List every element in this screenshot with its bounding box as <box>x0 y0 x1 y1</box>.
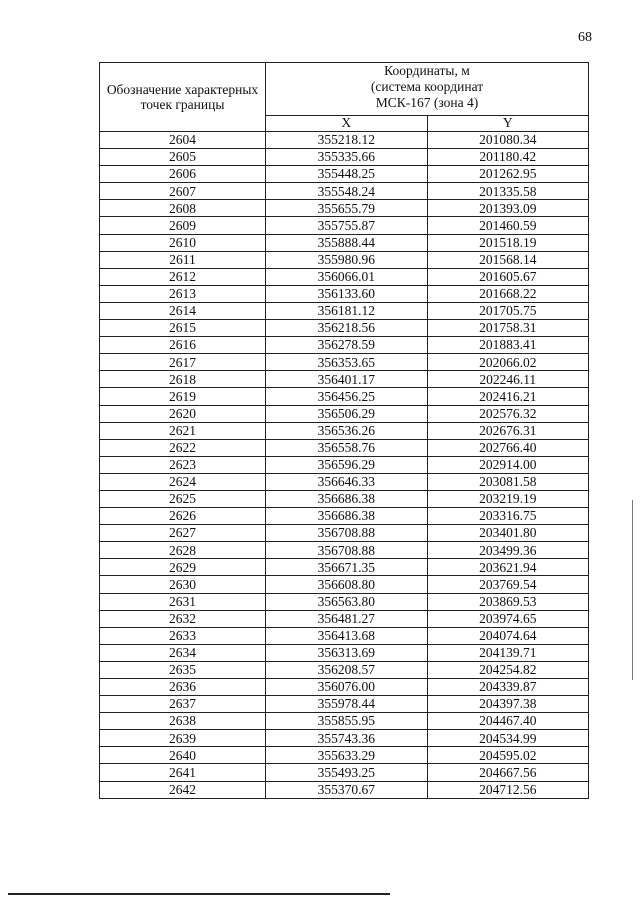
table-row <box>100 200 589 217</box>
point-id-cell: 2614 <box>100 302 266 319</box>
table-row <box>100 217 589 234</box>
y-value-cell: 204467.40 <box>427 713 589 730</box>
x-value-cell: 356671.35 <box>266 559 428 576</box>
y-value-cell: 204667.56 <box>427 764 589 781</box>
table-row <box>100 183 589 200</box>
table-row <box>100 542 589 559</box>
point-id-cell: 2627 <box>100 525 266 542</box>
point-id-cell: 2622 <box>100 439 266 456</box>
y-value-cell: 204712.56 <box>427 781 589 798</box>
table-row <box>100 525 589 542</box>
point-column-header <box>100 63 266 132</box>
table-row <box>100 337 589 354</box>
y-value-cell: 203316.75 <box>427 508 589 525</box>
x-value-cell: 356133.60 <box>266 285 428 302</box>
x-value-cell: 356646.33 <box>266 473 428 490</box>
x-value-cell: 355980.96 <box>266 251 428 268</box>
point-id-cell: 2616 <box>100 337 266 354</box>
point-id-cell: 2642 <box>100 781 266 798</box>
table-row <box>100 251 589 268</box>
point-id-cell: 2610 <box>100 234 266 251</box>
point-id-cell: 2626 <box>100 508 266 525</box>
y-value-cell: 202576.32 <box>427 405 589 422</box>
x-value-cell: 356558.76 <box>266 439 428 456</box>
table-row <box>100 405 589 422</box>
x-value-cell: 356456.25 <box>266 388 428 405</box>
table-row <box>100 576 589 593</box>
table-row <box>100 439 589 456</box>
y-value-cell: 203081.58 <box>427 473 589 490</box>
x-value-cell: 356218.56 <box>266 320 428 337</box>
x-column-header: X <box>266 115 428 131</box>
point-id-cell: 2632 <box>100 610 266 627</box>
table-row <box>100 713 589 730</box>
bottom-rule <box>8 893 390 895</box>
x-value-cell: 356076.00 <box>266 679 428 696</box>
y-value-cell: 201758.31 <box>427 320 589 337</box>
table-row <box>100 456 589 473</box>
x-value-cell: 356563.80 <box>266 593 428 610</box>
point-id-cell: 2615 <box>100 320 266 337</box>
table-row <box>100 268 589 285</box>
table-row <box>100 354 589 371</box>
point-id-cell: 2621 <box>100 422 266 439</box>
x-value-cell: 355743.36 <box>266 730 428 747</box>
x-value-cell: 356066.01 <box>266 268 428 285</box>
point-id-cell: 2640 <box>100 747 266 764</box>
x-value-cell: 355335.66 <box>266 149 428 166</box>
table-row <box>100 302 589 319</box>
x-value-cell: 356481.27 <box>266 610 428 627</box>
x-value-cell: 355655.79 <box>266 200 428 217</box>
point-id-cell: 2606 <box>100 166 266 183</box>
point-id-cell: 2618 <box>100 371 266 388</box>
point-id-cell: 2623 <box>100 456 266 473</box>
x-value-cell: 356506.29 <box>266 405 428 422</box>
y-value-cell: 203219.19 <box>427 490 589 507</box>
x-value-cell: 355855.95 <box>266 713 428 730</box>
y-value-cell: 202766.40 <box>427 439 589 456</box>
y-value-cell: 202914.00 <box>427 456 589 473</box>
table-row <box>100 627 589 644</box>
table-row <box>100 679 589 696</box>
y-value-cell: 201393.09 <box>427 200 589 217</box>
point-id-cell: 2637 <box>100 696 266 713</box>
point-id-cell: 2636 <box>100 679 266 696</box>
y-value-cell: 204595.02 <box>427 747 589 764</box>
x-value-cell: 355755.87 <box>266 217 428 234</box>
y-value-cell: 201705.75 <box>427 302 589 319</box>
table-row <box>100 559 589 576</box>
point-id-cell: 2638 <box>100 713 266 730</box>
table-row <box>100 166 589 183</box>
point-id-cell: 2634 <box>100 644 266 661</box>
point-id-cell: 2633 <box>100 627 266 644</box>
point-id-cell: 2611 <box>100 251 266 268</box>
table-row <box>100 371 589 388</box>
table-row <box>100 593 589 610</box>
table-row <box>100 781 589 798</box>
table-row <box>100 473 589 490</box>
x-value-cell: 356686.38 <box>266 508 428 525</box>
table-row <box>100 696 589 713</box>
table-row <box>100 730 589 747</box>
x-value-cell: 356413.68 <box>266 627 428 644</box>
y-value-cell: 202416.21 <box>427 388 589 405</box>
y-value-cell: 204397.38 <box>427 696 589 713</box>
table-row <box>100 490 589 507</box>
y-value-cell: 201460.59 <box>427 217 589 234</box>
point-id-cell: 2631 <box>100 593 266 610</box>
point-column-label: Обозначение характерных точек границы <box>106 82 259 112</box>
x-value-cell: 355633.29 <box>266 747 428 764</box>
point-id-cell: 2612 <box>100 268 266 285</box>
x-value-cell: 356608.80 <box>266 576 428 593</box>
x-value-cell: 356596.29 <box>266 456 428 473</box>
point-id-cell: 2617 <box>100 354 266 371</box>
x-value-cell: 356401.17 <box>266 371 428 388</box>
x-value-cell: 356353.65 <box>266 354 428 371</box>
point-id-cell: 2641 <box>100 764 266 781</box>
x-value-cell: 356686.38 <box>266 490 428 507</box>
y-value-cell: 202676.31 <box>427 422 589 439</box>
x-value-cell: 355493.25 <box>266 764 428 781</box>
x-value-cell: 355370.67 <box>266 781 428 798</box>
margin-mark <box>632 500 633 680</box>
x-value-cell: 356278.59 <box>266 337 428 354</box>
x-value-cell: 356208.57 <box>266 661 428 678</box>
point-id-cell: 2609 <box>100 217 266 234</box>
y-value-cell: 201080.34 <box>427 132 589 149</box>
point-id-cell: 2607 <box>100 183 266 200</box>
point-id-cell: 2604 <box>100 132 266 149</box>
y-value-cell: 201568.14 <box>427 251 589 268</box>
point-id-cell: 2620 <box>100 405 266 422</box>
header-row-top <box>100 63 589 116</box>
y-value-cell: 204534.99 <box>427 730 589 747</box>
point-id-cell: 2619 <box>100 388 266 405</box>
coordinates-column-header <box>266 63 589 116</box>
table-row <box>100 320 589 337</box>
point-id-cell: 2605 <box>100 149 266 166</box>
page-number: 68 <box>578 30 592 45</box>
y-value-cell: 203499.36 <box>427 542 589 559</box>
point-id-cell: 2608 <box>100 200 266 217</box>
y-value-cell: 201883.41 <box>427 337 589 354</box>
x-value-cell: 356181.12 <box>266 302 428 319</box>
table-row <box>100 644 589 661</box>
point-id-cell: 2625 <box>100 490 266 507</box>
y-value-cell: 203869.53 <box>427 593 589 610</box>
y-value-cell: 201335.58 <box>427 183 589 200</box>
y-value-cell: 201668.22 <box>427 285 589 302</box>
x-value-cell: 355888.44 <box>266 234 428 251</box>
y-value-cell: 204339.87 <box>427 679 589 696</box>
point-id-cell: 2639 <box>100 730 266 747</box>
y-value-cell: 202066.02 <box>427 354 589 371</box>
x-value-cell: 356313.69 <box>266 644 428 661</box>
table-row <box>100 388 589 405</box>
table-row <box>100 149 589 166</box>
x-value-cell: 355218.12 <box>266 132 428 149</box>
point-id-cell: 2635 <box>100 661 266 678</box>
x-value-cell: 356536.26 <box>266 422 428 439</box>
y-value-cell: 201262.95 <box>427 166 589 183</box>
y-value-cell: 203621.94 <box>427 559 589 576</box>
point-id-cell: 2630 <box>100 576 266 593</box>
coordinates-title-line1: Координаты, м <box>384 63 470 78</box>
table-row <box>100 234 589 251</box>
coordinates-title-line2: (система координат <box>370 79 484 94</box>
table-row <box>100 132 589 149</box>
x-value-cell: 355978.44 <box>266 696 428 713</box>
y-value-cell: 201180.42 <box>427 149 589 166</box>
table-body <box>100 132 589 799</box>
point-id-cell: 2624 <box>100 473 266 490</box>
table-row <box>100 661 589 678</box>
table-row <box>100 747 589 764</box>
point-id-cell: 2629 <box>100 559 266 576</box>
y-column-header: Y <box>427 115 589 131</box>
y-value-cell: 203974.65 <box>427 610 589 627</box>
table-row <box>100 422 589 439</box>
y-value-cell: 204254.82 <box>427 661 589 678</box>
y-value-cell: 203401.80 <box>427 525 589 542</box>
table-row <box>100 764 589 781</box>
point-id-cell: 2628 <box>100 542 266 559</box>
y-value-cell: 201518.19 <box>427 234 589 251</box>
y-value-cell: 203769.54 <box>427 576 589 593</box>
point-id-cell: 2613 <box>100 285 266 302</box>
x-value-cell: 355448.25 <box>266 166 428 183</box>
table-header <box>100 63 589 132</box>
table-row <box>100 610 589 627</box>
x-value-cell: 356708.88 <box>266 525 428 542</box>
y-value-cell: 204074.64 <box>427 627 589 644</box>
y-value-cell: 201605.67 <box>427 268 589 285</box>
coordinates-table <box>99 62 589 799</box>
table-row <box>100 508 589 525</box>
table-row <box>100 285 589 302</box>
coordinates-title-line3: МСК-167 (зона 4) <box>375 95 479 110</box>
y-value-cell: 202246.11 <box>427 371 589 388</box>
y-value-cell: 204139.71 <box>427 644 589 661</box>
x-value-cell: 356708.88 <box>266 542 428 559</box>
x-value-cell: 355548.24 <box>266 183 428 200</box>
